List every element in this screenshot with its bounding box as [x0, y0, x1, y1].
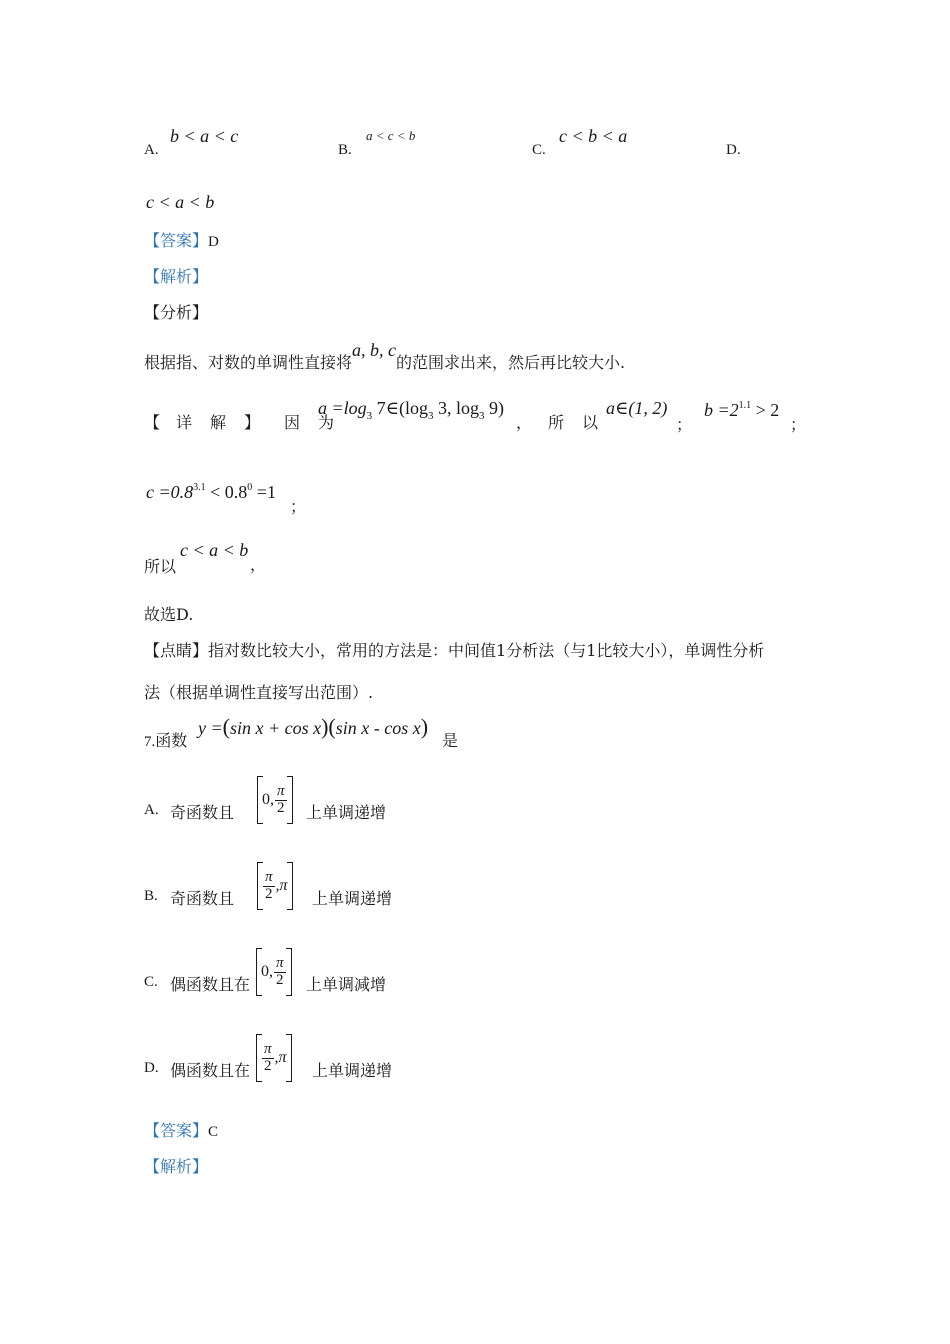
a-expr-base: 3: [366, 410, 373, 422]
option-c-label: C.: [532, 142, 546, 158]
q7-option-c-pre: 偶函数且在: [170, 975, 251, 994]
q7-option-c-label: C.: [144, 974, 158, 990]
detail-because: 因为: [284, 413, 353, 432]
q7-expr: y =(sin x + cos x)(sin x - cos x): [198, 714, 429, 739]
c-expr-lhs: c =0.8: [146, 482, 194, 502]
a-expr-base2: 3: [427, 410, 434, 422]
q7-option-d-two: 2: [264, 1057, 272, 1074]
q7-option-c-left: 0,: [261, 963, 273, 980]
q7-option-d-interval: [256, 1034, 292, 1082]
q7-number: 7.: [144, 734, 156, 750]
answer-value: D: [208, 234, 219, 250]
detail-b-expr: [704, 400, 779, 421]
detail-semicolon-2: ；: [790, 415, 807, 434]
q7-expr-lhs: y =: [198, 718, 223, 738]
q7-option-a-two: 2: [277, 799, 285, 816]
c-expr-rhs: =1: [252, 482, 276, 502]
detail-a-range: a∈(1, 2): [606, 398, 668, 418]
q7-stem-1: 函数: [155, 731, 188, 750]
detail-comma: ，: [516, 413, 533, 432]
dianjing-line-2: 法（根据单调性直接写出范围）.: [144, 683, 374, 702]
q7-option-c-pi: π: [276, 954, 284, 971]
a-expr-mid: 7∈(log: [372, 398, 428, 418]
a-expr-end: 9): [484, 398, 504, 418]
detail-comma-2: ，: [250, 555, 267, 574]
b-expr-lhs: b =2: [704, 400, 739, 420]
q7-option-a-post: 上单调递增: [306, 803, 387, 822]
fenxi-text-2: 的范围求出来，然后再比较大小.: [396, 353, 626, 372]
q7-option-a-pi: π: [277, 782, 285, 799]
fenxi-vars: a, b, c: [352, 340, 397, 360]
option-d-expr: c < a < b: [146, 192, 215, 212]
q7-option-b-post: 上单调递增: [312, 889, 393, 908]
q7-answer-line: [144, 1118, 218, 1141]
option-d-label: D.: [726, 142, 741, 158]
q7-option-a-left: 0,: [262, 791, 274, 808]
analysis-tag: 【解析】: [144, 267, 209, 286]
fenxi-text-1: 根据指、对数的单调性直接将: [144, 353, 353, 372]
a-expr-mid2: 3, log: [433, 398, 479, 418]
detail-semicolon-3: ；: [290, 497, 307, 516]
q7-stem: [144, 728, 187, 751]
option-b-expr: a < c < b: [366, 128, 416, 143]
q7-option-d-pre: 偶函数且在: [170, 1061, 251, 1080]
q7-option-b-two: 2: [265, 885, 273, 902]
q7-option-c-two: 2: [276, 971, 284, 988]
q7-option-d-label: D.: [144, 1060, 159, 1076]
q7-answer-tag: 【答案】: [144, 1121, 209, 1140]
q7-option-d-pi: π: [264, 1040, 272, 1057]
detail-c-expr: [146, 482, 276, 503]
detail-tag-open: 【: [144, 413, 161, 432]
fenxi-tag: 【分析】: [144, 303, 209, 322]
detail-tag-close: 】: [244, 413, 261, 432]
q7-option-b-pi: π: [265, 868, 273, 885]
q7-option-b-interval: [257, 862, 293, 910]
answer-tag: 【答案】: [144, 231, 209, 250]
q7-option-b-right: ,π: [275, 877, 288, 894]
dianjing-text-1: 指对数比较大小，常用的方法是：中间值1分析法（与1比较大小），单调性分析: [208, 641, 765, 660]
a-expr-lhs: a =log: [318, 398, 367, 418]
q7-option-d-post: 上单调递增: [312, 1061, 393, 1080]
q7-expr-part-1: sin x + cos x: [229, 718, 322, 738]
detail-semicolon-1: ；: [676, 415, 693, 434]
c-expr-exp2: 0: [247, 482, 253, 493]
q7-option-b-pre: 奇函数且: [170, 889, 235, 908]
c-expr-exp: 3.1: [193, 482, 206, 493]
detail-choose: 故选D.: [144, 605, 194, 624]
q7-answer-value: C: [208, 1124, 219, 1140]
option-a-expr: b < a < c: [170, 126, 239, 146]
q7-option-d-right: ,π: [274, 1049, 287, 1066]
option-a-label: A.: [144, 142, 159, 158]
detail-so-2: 所以: [144, 557, 177, 576]
q7-option-a-interval: [257, 776, 293, 824]
fenxi-text: [144, 340, 626, 373]
q7-option-c-post: 上单调减增: [306, 975, 387, 994]
detail-tag-word: 详解: [176, 413, 245, 432]
detail-order: c < a < b: [180, 540, 249, 560]
answer-line: [144, 228, 219, 251]
dianjing-line-1: [144, 638, 764, 661]
q7-option-a-pre: 奇函数且: [170, 803, 235, 822]
q7-option-a-label: A.: [144, 802, 159, 818]
c-expr-mid: < 0.8: [205, 482, 248, 502]
b-expr-rhs: > 2: [751, 400, 780, 420]
q7-stem-2: 是: [442, 731, 459, 750]
option-b-label: B.: [338, 142, 352, 158]
q7-analysis-tag: 【解析】: [144, 1157, 209, 1176]
a-expr-base3: 3: [479, 410, 485, 422]
option-c-expr: c < b < a: [559, 126, 628, 146]
detail-so: 所以: [548, 413, 617, 432]
detail-a-expr: [318, 398, 504, 422]
b-expr-exp: 1.1: [738, 400, 752, 411]
q7-option-b-label: B.: [144, 888, 158, 904]
q7-option-c-interval: [256, 948, 292, 996]
dianjing-tag: 【点睛】: [144, 641, 209, 660]
q7-expr-part-2: sin x - cos x: [335, 718, 421, 738]
